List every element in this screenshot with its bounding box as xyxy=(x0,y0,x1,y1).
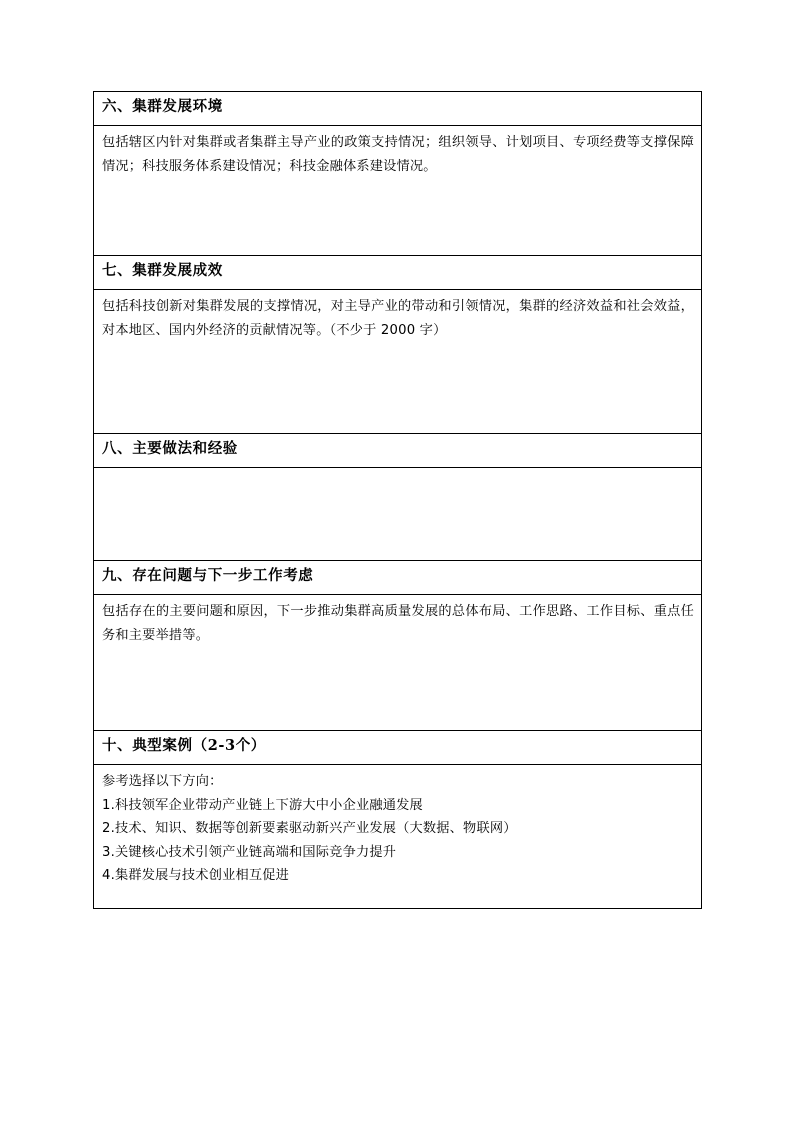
section-body-six[interactable] xyxy=(94,126,702,256)
case-direction-list xyxy=(102,794,694,888)
table-row xyxy=(94,434,702,468)
section-header-seven: 七、集群发展成效 xyxy=(94,256,702,290)
section-body-ten[interactable] xyxy=(94,765,702,909)
section-header-eight: 八、主要做法和经验 xyxy=(94,434,702,468)
section-header-six: 六、集群发展环境 xyxy=(94,92,702,126)
list-item: 4.集群发展与技术创业相互促进 xyxy=(102,868,290,883)
list-item: 1.科技领军企业带动产业链上下游大中小企业融通发展 xyxy=(102,797,423,813)
table-row xyxy=(94,256,702,290)
table-row xyxy=(94,765,702,909)
section-body-seven-text: 包括科技创新对集群发展的支撑情况，对主导产业的带动和引领情况，集群的经济效益和社会效益，对本地区、国内外经济的贡献情况等。（不少于 2000 字） xyxy=(102,299,694,338)
section-header-nine: 九、存在问题与下一步工作考虑 xyxy=(94,561,702,595)
section-body-six-text: 包括辖区内针对集群或者集群主导产业的政策支持情况；组织领导、计划项目、专项经费等支撑保障情况；科技服务体系建设情况；科技金融体系建设情况。 xyxy=(102,135,694,174)
section-body-nine[interactable] xyxy=(94,595,702,731)
section-header-ten: 十、典型案例（2-3个） xyxy=(94,731,702,765)
list-item: 3.关键核心技术引领产业链高端和国际竞争力提升 xyxy=(102,844,397,860)
section-body-eight[interactable] xyxy=(94,468,702,561)
section-body-seven[interactable] xyxy=(94,290,702,434)
report-form-table xyxy=(93,91,702,909)
table-row xyxy=(94,595,702,731)
list-item: 2.技术、知识、数据等创新要素驱动新兴产业发展（大数据、物联网） xyxy=(102,821,517,836)
table-row xyxy=(94,126,702,256)
table-row xyxy=(94,731,702,765)
case-intro-text: 参考选择以下方向： xyxy=(102,774,223,789)
table-row xyxy=(94,468,702,561)
table-row xyxy=(94,92,702,126)
section-body-nine-text: 包括存在的主要问题和原因，下一步推动集群高质量发展的总体布局、工作思路、工作目标、重点任务和主要举措等。 xyxy=(102,604,694,643)
table-row xyxy=(94,561,702,595)
table-row xyxy=(94,290,702,434)
